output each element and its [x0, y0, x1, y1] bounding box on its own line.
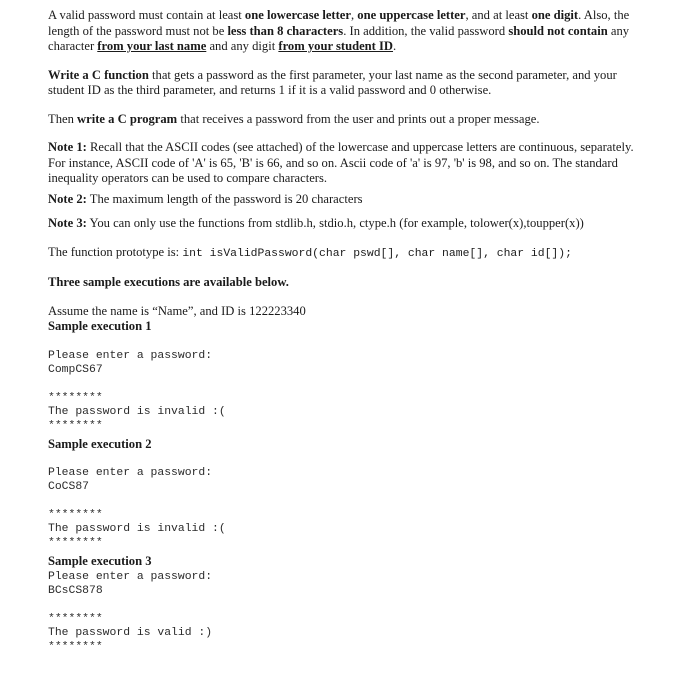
task-program-text: that receives a password from the user and prints out a proper message.: [177, 111, 540, 126]
sample-3-title: Sample execution 3: [48, 554, 152, 568]
note-3-label: Note 3:: [48, 216, 87, 230]
intro-text: ,: [351, 8, 358, 22]
sample-1-result: The password is invalid :(: [48, 405, 226, 418]
sample-3-stars-bottom: ********: [48, 640, 103, 653]
task-function-text: that gets a password as the first parameter, your last name as the second parameter, and your student ID as the third parameter, and returns 1 if it is a valid password and 0 otherwise.: [48, 67, 617, 97]
task-program-paragraph: [48, 112, 648, 128]
note-3: [48, 216, 648, 232]
sample-2-input: CoCS87: [48, 481, 90, 493]
note-2-label: Note 2:: [48, 191, 87, 206]
task-function-heading: Write a C function: [48, 67, 149, 82]
note-1-label: Note 1:: [48, 140, 87, 154]
spacer: [48, 335, 648, 349]
intro-exclusion-requirement: should not contain: [508, 23, 608, 38]
sample-2-prompt: Please enter a password:: [48, 467, 213, 479]
intro-uppercase-requirement: one uppercase letter: [357, 8, 466, 22]
task-function-paragraph: [48, 68, 648, 99]
samples-heading: Three sample executions are available below.: [48, 275, 289, 289]
assumption-text: Assume the name is “Name”, and ID is 122223340: [48, 303, 306, 318]
spacer: [48, 494, 648, 508]
note-2-text: The maximum length of the password is 20 characters: [86, 191, 363, 206]
sample-2-stars-bottom: ********: [48, 537, 103, 549]
intro-text: any character: [48, 23, 630, 53]
intro-text: . In addition, the valid password: [343, 23, 509, 38]
note-1-text: Recall that the ASCII codes (see attached) of the lowercase and uppercase letters are continuous, separately. For instance, ASCII code of 'A' is 65, 'B' is 66, and so on. Ascii code of 'a' is 97, 'b' is 98, and so on. The standard inequality operators can be used to compare characters.: [48, 140, 634, 185]
sample-1-prompt: Please enter a password:: [48, 349, 213, 362]
spacer: [48, 377, 648, 391]
prototype-code: int isValidPassword(char pswd[], char name[], char id[]);: [182, 247, 572, 260]
note-1: [48, 140, 648, 187]
sample-1-title: Sample execution 1: [48, 319, 152, 333]
note-3-text: You can only use the functions from stdlib.h, stdio.h, ctype.h (for example, tolower(x),toupper(x)): [86, 216, 584, 230]
intro-length-requirement: less than 8 characters: [227, 23, 344, 38]
function-prototype: [48, 245, 648, 263]
intro-last-name-rule: from your last name: [97, 39, 207, 53]
intro-student-id-rule: from your student ID: [278, 39, 394, 53]
sample-1-stars-bottom: ********: [48, 419, 103, 432]
sample-3-stars-top: ********: [48, 612, 103, 625]
sample-3-prompt: Please enter a password:: [48, 570, 213, 583]
intro-text: and any digit: [206, 39, 279, 53]
spacer: [48, 452, 648, 466]
prototype-label: The function prototype is:: [48, 244, 183, 259]
intro-paragraph: [48, 8, 648, 55]
sample-3-input: BCsCS878: [48, 584, 103, 597]
assignment-document: [48, 8, 648, 654]
intro-digit-requirement: one digit: [531, 8, 579, 22]
task-program-heading: write a C program: [77, 111, 178, 126]
sample-1-stars-top: ********: [48, 391, 103, 404]
intro-text: , and at least: [465, 8, 532, 22]
sample-2-result: The password is invalid :(: [48, 523, 226, 535]
sample-2-stars-top: ********: [48, 509, 103, 521]
sample-1-input: CompCS67: [48, 363, 103, 376]
sample-2-title: Sample execution 2: [48, 436, 152, 451]
task-program-text: Then: [48, 111, 78, 126]
spacer: [48, 598, 648, 612]
intro-text: . Also, the length of the password must not be: [48, 8, 630, 38]
sample-3-result: The password is valid :): [48, 626, 213, 639]
note-2: [48, 192, 648, 208]
intro-text: A valid password must contain at least: [48, 8, 245, 22]
intro-lowercase-requirement: one lowercase letter: [244, 8, 351, 22]
intro-text: .: [393, 39, 397, 53]
